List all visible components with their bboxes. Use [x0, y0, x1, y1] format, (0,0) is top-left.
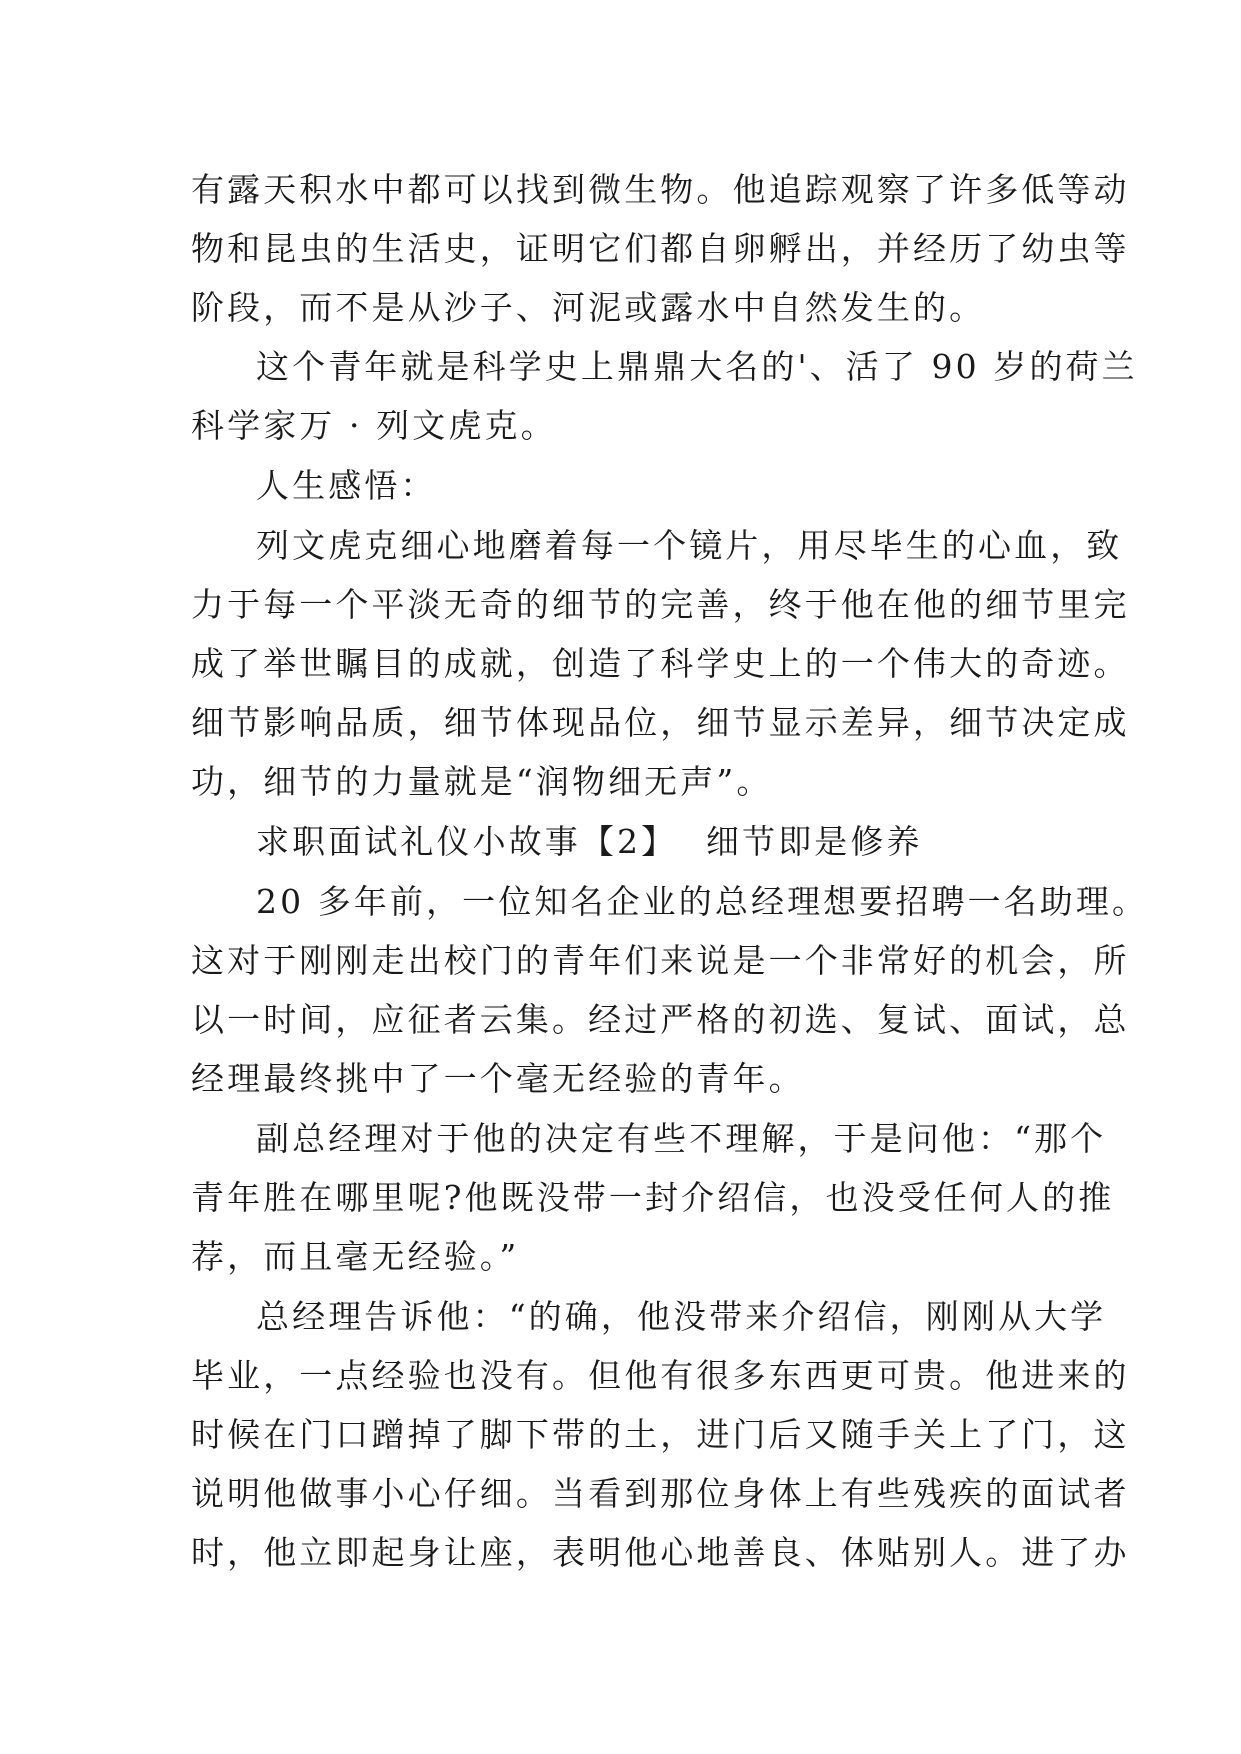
text-line: 说明他做事小心仔细。当看到那位身体上有些残疾的面试者: [191, 1474, 1130, 1513]
text-line: 20 多年前，一位知名企业的总经理想要招聘一名助理。: [256, 882, 1149, 921]
text-line: 毕业，一点经验也没有。但他有很多东西更可贵。他进来的: [191, 1356, 1130, 1395]
text-line: 成了举世瞩目的成就，创造了科学史上的一个伟大的奇迹。: [191, 644, 1130, 683]
text-line: 经理最终挑中了一个毫无经验的青年。: [191, 1059, 805, 1098]
text-line: 荐，而且毫无经验。”: [191, 1237, 520, 1276]
text-line: 副总经理对于他的决定有些不理解，于是问他：“那个: [256, 1119, 1107, 1158]
text-line: 这个青年就是科学史上鼎鼎大名的'、活了 90 岁的荷兰: [256, 347, 1138, 386]
text-line: 人生感悟：: [256, 466, 437, 505]
text-line: 总经理告诉他：“的确，他没带来介绍信，刚刚从大学: [256, 1297, 1107, 1336]
text-line: 这对于刚刚走出校门的青年们来说是一个非常好的机会，所: [191, 941, 1130, 980]
text-line: 功，细节的力量就是“润物细无声”。: [191, 762, 773, 801]
text-line: 时候在门口蹭掉了脚下带的土，进门后又随手关上了门，这: [191, 1415, 1130, 1454]
text-line: 阶段，而不是从沙子、河泥或露水中自然发生的。: [191, 288, 986, 327]
text-line: 时，他立即起身让座，表明他心地善良、体贴别人。进了办: [191, 1533, 1130, 1572]
text-line: 科学家万 · 列文虎克。: [191, 406, 557, 445]
text-line: 物和昆虫的生活史，证明它们都自卵孵出，并经历了幼虫等: [191, 229, 1130, 268]
text-line: 列文虎克细心地磨着每一个镜片，用尽毕生的心血，致: [256, 526, 1123, 565]
text-line: 细节影响品质，细节体现品位，细节显示差异，细节决定成: [191, 703, 1130, 742]
text-line: 力于每一个平淡无奇的细节的完善，终于他在他的细节里完: [191, 585, 1130, 624]
section-heading: 求职面试礼仪小故事【2】: [256, 822, 678, 861]
text-line: 以一时间，应征者云集。经过严格的初选、复试、面试，总: [191, 1000, 1130, 1039]
text-line: 青年胜在哪里呢?他既没带一封介绍信，也没受任何人的推: [191, 1178, 1115, 1217]
text-line: 有露天积水中都可以找到微生物。他追踪观察了许多低等动: [191, 170, 1130, 209]
section-heading-subtitle: 细节即是修养: [706, 822, 923, 861]
